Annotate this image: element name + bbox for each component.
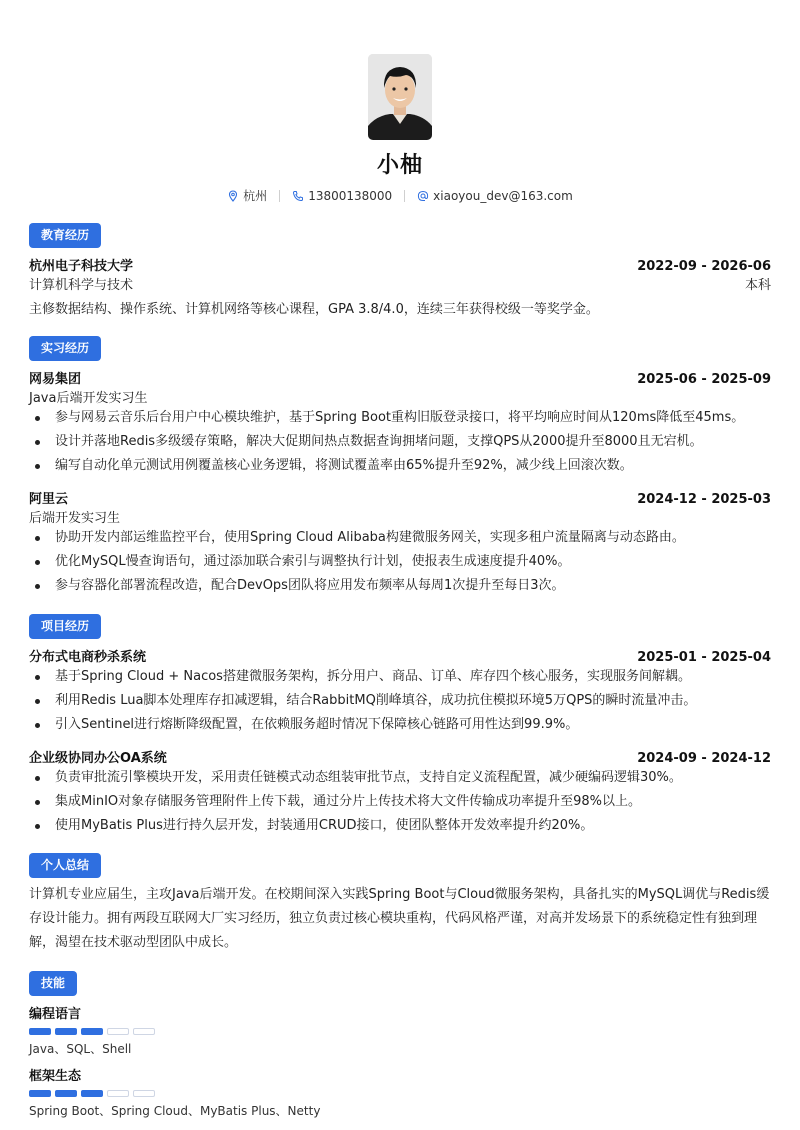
skill-detail: Spring Boot、Spring Cloud、MyBatis Plus、Netty bbox=[29, 1104, 321, 1118]
skill-level-bar bbox=[29, 1090, 771, 1097]
job-role: Java后端开发实习生 bbox=[29, 391, 148, 406]
skills-section bbox=[29, 971, 771, 1119]
section-heading: 教育经历 bbox=[29, 223, 101, 248]
project-header bbox=[29, 747, 771, 766]
internship-header bbox=[29, 488, 771, 507]
skill-level-bar bbox=[29, 1028, 771, 1035]
bullet-list bbox=[29, 766, 771, 838]
section-heading: 实习经历 bbox=[29, 336, 101, 361]
bullet-item: 负责审批流引擎模块开发，采用责任链模式动态组装审批节点，支持自定义流程配置，减少硬编码逻辑30%。 bbox=[29, 766, 771, 790]
location-pin-icon bbox=[227, 190, 239, 202]
bullet-list bbox=[29, 406, 771, 478]
resume-header bbox=[29, 0, 771, 204]
skill-level-filled bbox=[55, 1090, 77, 1097]
major: 计算机科学与技术 bbox=[29, 278, 134, 293]
summary-line: 存设计能力。拥有两段互联网大厂实习经历，独立负责过核心模块重构，代码风格严谨，对高并发场景下的系统稳定性有独到理 bbox=[29, 911, 758, 926]
bullet-item: 设计并落地Redis多级缓存策略，解决大促期间热点数据查询拥堵问题，支撑QPS从2000提升至8000且无宕机。 bbox=[29, 430, 771, 454]
skill-level-filled bbox=[81, 1090, 103, 1097]
phone-text: 13800138000 bbox=[308, 188, 393, 203]
project-period: 2024-09 - 2024-12 bbox=[637, 751, 771, 766]
bullet-list bbox=[29, 665, 771, 737]
bullet-item: 使用MyBatis Plus进行持久层开发，封装通用CRUD接口，使团队整体开发效率提升约20%。 bbox=[29, 814, 771, 838]
bullet-item: 参与容器化部署流程改造，配合DevOps团队将应用发布频率从每周1次提升至每日3次。 bbox=[29, 574, 771, 598]
skill-level-filled bbox=[29, 1090, 51, 1097]
summary-line: 解，渴望在技术驱动型团队中成长。 bbox=[29, 935, 238, 950]
section-heading: 个人总结 bbox=[29, 853, 101, 878]
skill-entry bbox=[29, 1003, 771, 1057]
summary-text bbox=[29, 883, 771, 955]
contact-bar bbox=[29, 187, 771, 204]
at-sign-icon bbox=[417, 190, 429, 202]
contact-email bbox=[417, 189, 573, 203]
project-section bbox=[29, 614, 771, 838]
bullet-item: 基于Spring Cloud + Nacos搭建微服务架构，拆分用户、商品、订单、库存四个核心服务，实现服务间解耦。 bbox=[29, 665, 771, 689]
city-text: 杭州 bbox=[243, 189, 268, 203]
skill-level-empty bbox=[107, 1028, 129, 1035]
education-header bbox=[29, 255, 771, 274]
education-description: 主修数据结构、操作系统、计算机网络等核心课程，GPA 3.8/4.0，连续三年获得校级一等奖学金。 bbox=[29, 302, 599, 317]
project-period: 2025-01 - 2025-04 bbox=[637, 650, 771, 665]
skill-detail: Java、SQL、Shell bbox=[29, 1042, 132, 1056]
company-name: 阿里云 bbox=[29, 492, 69, 507]
summary-section bbox=[29, 853, 771, 955]
internship-entry bbox=[29, 488, 771, 598]
education-detail bbox=[29, 274, 771, 293]
summary-line: 计算机专业应届生，主攻Java后端开发。在校期间深入实践Spring Boot与Cloud微服务架构，具备扎实的MySQL调优与Redis缓 bbox=[29, 887, 770, 902]
bullet-item: 引入Sentinel进行熔断降级配置，在依赖服务超时情况下保障核心链路可用性达到99.9%。 bbox=[29, 713, 771, 737]
contact-divider bbox=[279, 190, 280, 202]
contact-city bbox=[227, 187, 267, 204]
internship-period: 2025-06 - 2025-09 bbox=[637, 372, 771, 387]
section-heading: 项目经历 bbox=[29, 614, 101, 639]
project-header bbox=[29, 646, 771, 665]
job-role: 后端开发实习生 bbox=[29, 511, 121, 526]
internship-period: 2024-12 - 2025-03 bbox=[637, 492, 771, 507]
education-section bbox=[29, 223, 771, 322]
internship-header bbox=[29, 368, 771, 387]
project-name: 分布式电商秒杀系统 bbox=[29, 650, 147, 665]
company-name: 网易集团 bbox=[29, 372, 82, 387]
bullet-item: 参与网易云音乐后台用户中心模块维护，基于Spring Boot重构旧版登录接口，将平均响应时间从120ms降低至45ms。 bbox=[29, 406, 771, 430]
project-name: 企业级协同办公OA系统 bbox=[29, 751, 167, 766]
contact-divider bbox=[404, 190, 405, 202]
skill-level-empty bbox=[107, 1090, 129, 1097]
phone-icon bbox=[292, 190, 304, 202]
project-entry bbox=[29, 747, 771, 838]
bullet-item: 优化MySQL慢查询语句，通过添加联合索引与调整执行计划，使报表生成速度提升40%。 bbox=[29, 550, 771, 574]
skill-level-filled bbox=[81, 1028, 103, 1035]
email-text: xiaoyou_dev@163.com bbox=[433, 188, 573, 203]
skill-level-filled bbox=[55, 1028, 77, 1035]
bullet-list bbox=[29, 526, 771, 598]
avatar-photo bbox=[368, 54, 432, 140]
internship-entry bbox=[29, 368, 771, 478]
internship-section bbox=[29, 336, 771, 598]
education-period: 2022-09 - 2026-06 bbox=[637, 259, 771, 274]
project-entry bbox=[29, 646, 771, 737]
skill-level-empty bbox=[133, 1028, 155, 1035]
contact-phone bbox=[292, 189, 392, 203]
avatar bbox=[368, 54, 432, 140]
skill-level-filled bbox=[29, 1028, 51, 1035]
degree: 本科 bbox=[744, 278, 771, 293]
skill-level-empty bbox=[133, 1090, 155, 1097]
bullet-item: 利用Redis Lua脚本处理库存扣减逻辑，结合RabbitMQ削峰填谷，成功抗住模拟环境5万QPS的瞬时流量冲击。 bbox=[29, 689, 771, 713]
bullet-item: 编写自动化单元测试用例覆盖核心业务逻辑，将测试覆盖率由65%提升至92%，减少线上回滚次数。 bbox=[29, 454, 771, 478]
skill-name: 框架生态 bbox=[29, 1069, 82, 1084]
candidate-name: 小柚 bbox=[376, 153, 423, 178]
section-heading: 技能 bbox=[29, 971, 77, 996]
bullet-item: 集成MinIO对象存储服务管理附件上传下载，通过分片上传技术将大文件传输成功率提升至98%以上。 bbox=[29, 790, 771, 814]
skill-entry bbox=[29, 1065, 771, 1119]
skill-name: 编程语言 bbox=[29, 1007, 82, 1022]
school-name: 杭州电子科技大学 bbox=[29, 259, 134, 274]
bullet-item: 协助开发内部运维监控平台，使用Spring Cloud Alibaba构建微服务网关，实现多租户流量隔离与动态路由。 bbox=[29, 526, 771, 550]
